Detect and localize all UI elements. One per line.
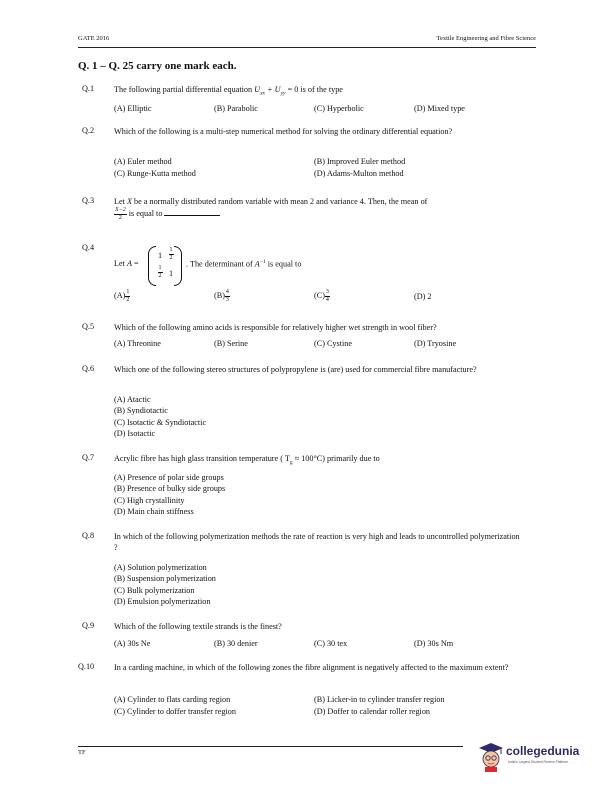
- option-b: (B) $\frac{4}{3}$: [214, 289, 229, 303]
- collegedunia-logo: [478, 742, 588, 776]
- option-a: (A) Euler method: [114, 157, 172, 166]
- question-number: Q.5: [82, 322, 95, 331]
- brand-name: collegedunia: [506, 744, 580, 758]
- option-c: (C) High crystallinity: [114, 495, 185, 505]
- option-c: (C) Isotactic & Syndiotactic: [114, 417, 207, 427]
- question-text: Let A =: [114, 259, 139, 268]
- question-text: In a carding machine, in which of the following zones the fibre alignment is negatively affected to the maximum extent?: [114, 663, 509, 672]
- brand-tagline: India's Largest Student Review Platform: [508, 760, 569, 764]
- option-a: (A) Presence of polar side groups: [114, 473, 224, 482]
- option-c: (C) Cylinder to doffer transfer region: [114, 707, 236, 716]
- question-number: Q.2: [82, 126, 95, 135]
- option-b: (B) Serine: [214, 339, 248, 348]
- question-text: Let X be a normally distributed random variable with mean 2 and variance 4. Then, the mean of: [114, 197, 428, 206]
- fraction: $\frac{X-2}{2}$: [115, 207, 126, 221]
- question-text: Which of the following is a multi-step numerical method for solving the ordinary differential equation?: [114, 127, 453, 136]
- option-a: (A) Solution polymerization: [114, 563, 207, 572]
- question-number: Q.7: [82, 453, 95, 462]
- option-b: (B) Presence of bulky side groups: [114, 484, 226, 494]
- paper-subject: Textile Engineering and Fibre Science: [436, 35, 536, 42]
- exam-label: GATE 2016: [78, 35, 110, 42]
- question-number: Q.6: [82, 364, 95, 373]
- option-a: (A) $\frac{1}{2}$: [114, 289, 130, 303]
- option-d: (D) Emulsion polymerization: [114, 597, 211, 607]
- matrix-cell: $\frac{1}{2}$: [158, 265, 162, 279]
- question-number: Q.3: [82, 196, 95, 205]
- option-b: (B) 30 denier: [214, 639, 258, 648]
- option-a: (A) Cylinder to flats carding region: [114, 695, 231, 704]
- option-d: (D) 30s Nm: [414, 639, 454, 648]
- option-d: (D) Tryosine: [414, 339, 457, 348]
- question-number: Q.9: [82, 621, 95, 630]
- footer-code: TF: [78, 749, 86, 756]
- answer-blank: [164, 215, 220, 216]
- option-b: (B) Syndiotactic: [114, 406, 168, 416]
- question-text: Acrylic fibre has high glass transition temperature ( $T_g \approx 100^\circ C$) primarily due to: [114, 454, 380, 466]
- option-b: (B) Improved Euler method: [314, 157, 406, 166]
- option-b: (B) Parabolic: [214, 104, 258, 113]
- matrix-cell: $\frac{1}{2}$: [169, 247, 173, 261]
- option-d: (D) Adams-Multon method: [314, 169, 404, 178]
- option-a: (A) Elliptic: [114, 104, 152, 113]
- option-d: (D) Doffer to calendar roller region: [314, 707, 431, 716]
- option-list: [114, 562, 216, 608]
- question-text: Which of the following amino acids is responsible for relatively higher wet strength in wool fiber?: [114, 323, 437, 332]
- option-d: (D) Mixed type: [414, 104, 465, 113]
- question-text: The following partial differential equation $U_{xx} + U_{yy} = 0$ is of the type: [114, 85, 343, 97]
- option-a: (A) Threonine: [114, 339, 161, 348]
- option-c: (C) Bulk polymerization: [114, 585, 195, 595]
- question-text: Which of the following textile strands is the finest?: [114, 622, 282, 631]
- option-list: [114, 394, 206, 440]
- option-c: (C) Cystine: [314, 339, 352, 348]
- option-a: (A) 30s Ne: [114, 639, 151, 648]
- option-b: (B) Suspension polymerization: [114, 574, 216, 584]
- option-list: [114, 472, 225, 518]
- question-text: In which of the following polymerization methods the rate of reaction is very high and leads to uncontrolled polymerization ?: [114, 532, 520, 553]
- graduate-mascot-icon: [478, 742, 504, 772]
- matrix-cell: 1: [157, 251, 163, 260]
- option-d: (D) Isotactic: [114, 429, 156, 439]
- question-number: Q.1: [82, 84, 95, 93]
- page-header: [78, 35, 536, 48]
- option-c: (C) Hyperbolic: [314, 104, 364, 113]
- option-c: (C) $\frac{3}{4}$: [314, 289, 329, 303]
- question-number: Q.8: [82, 531, 95, 540]
- option-d: (D) Main chain stiffness: [114, 507, 194, 517]
- question-text-continued: $\frac{X-2}{2}$ is equal to: [114, 207, 524, 221]
- question-text: Which one of the following stereo structures of polypropylene is (are) used for commercial fibre manufacture?: [114, 365, 477, 374]
- option-c: (C) Runge-Kutta method: [114, 169, 196, 178]
- matrix-a: [148, 246, 182, 284]
- option-a: (A) Atactic: [114, 395, 151, 404]
- matrix-cell: 1: [168, 269, 174, 278]
- question-text-continued: . The determinant of $A^{-1}$ is equal to: [186, 259, 302, 269]
- option-c: (C) 30 tex: [314, 639, 348, 648]
- question-number: Q.10: [78, 662, 95, 671]
- footer-divider: [78, 746, 463, 747]
- option-b: (B) Licker-in to cylinder transfer region: [314, 695, 445, 704]
- option-d: (D) 2: [414, 292, 432, 301]
- section-title: Q. 1 – Q. 25 carry one mark each.: [78, 60, 237, 72]
- question-number: Q.4: [82, 243, 95, 252]
